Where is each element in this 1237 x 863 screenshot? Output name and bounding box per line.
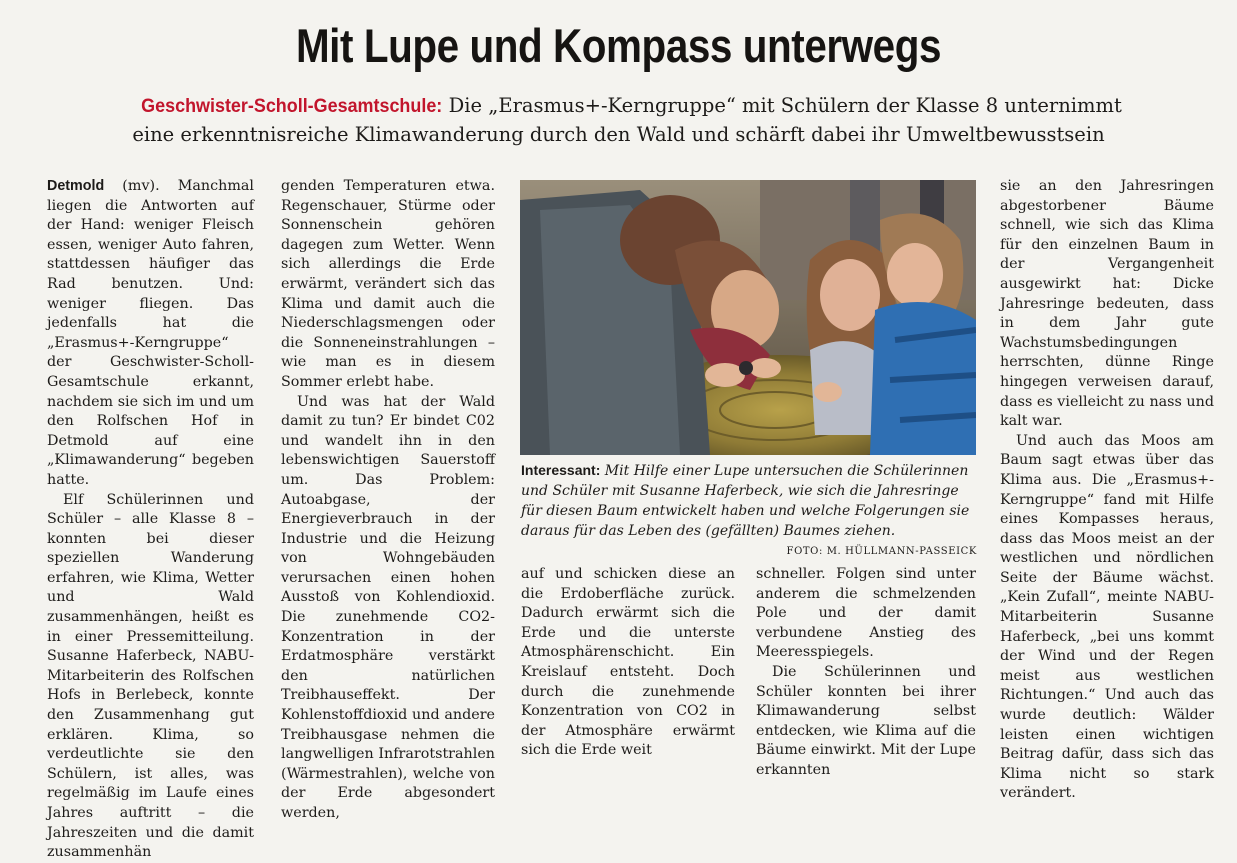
paragraph: Und auch das Moos am Baum sagt etwas über das Klima aus. Die „Erasmus+-Kerngruppe“ fand mit Hilfe eines Kompasses heraus, dass das Moos meist an der westlichen und nördlichen Seite der Bäume wächst. „Kein Zufall“, meinte NABU-Mitarbeiterin Susanne Haferbeck, „bei uns kommt der Wind und der Regen meist aus westlichen Richtungen.“ Und auch das wurde deutlich: Wälder leisten einen wichtigen Beitrag dafür, dass sich das Klima nicht so stark verändert. <box>1000 432 1214 802</box>
headline: Mit Lupe und Kompass unterwegs <box>295 19 942 72</box>
subheadline-line-2: eine erkenntnisreiche Klimawanderung durch den Wald und schärft dabei ihr Umweltbewusstsein <box>132 123 1105 146</box>
photo-caption <box>521 460 977 562</box>
paragraph-text: (mv). Manchmal liegen die Antworten auf der Hand: weniger Fleisch essen, weniger Auto fahren, stattdessen häufiger das Rad benutzen. Und: weniger fliegen. Das jedenfalls hat die „Erasmus+-Kerngruppe“ der Geschwister-Scholl-Gesamtschule erkannt, nachdem sie sich im und um den Rolfschen Hof in Detmold auf eine „Klimawanderung“ begeben hatte. <box>47 178 254 488</box>
caption-label: Interessant: <box>521 462 601 478</box>
subheadline-text-1: Die „Erasmus+-Kerngruppe“ mit Schülern der Klasse 8 unternimmt <box>448 94 1122 117</box>
article-column-1 <box>47 177 254 863</box>
paragraph: Und was hat der Wald damit zu tun? Er bindet C02 und wandelt ihn in den lebenswichtigen Sauerstoff um. Das Problem: Autoabgase, der Energieverbrauch in der Industrie und die Heizung von Wohngebäuden verursachen einen hohen Ausstoß von Kohlendioxid. Die zunehmende CO2-Konzentration in der Erdatmosphäre verstärkt den natürlichen Treibhauseffekt. Der Kohlenstoffdioxid und andere Treibhausgase nehmen die langwelligen Infrarotstrahlen (Wärmestrahlen), welche von der Erde abgesondert werden, <box>281 393 495 821</box>
school-name: Geschwister-Scholl-Gesamtschule: <box>141 95 443 117</box>
paragraph: schneller. Folgen sind unter anderem die schmelzenden Pole und der damit verbundene Anstieg des Meeresspiegels. <box>756 566 976 661</box>
dateline: Detmold <box>47 178 105 194</box>
caption-text: Mit Hilfe einer Lupe untersuchen die Schülerinnen und Schüler mit Susanne Haferbeck, wie sich die Jahresringe für diesen Baum entwickelt haben und welche Folgerungen sie daraus für das Leben des (gefällten) Baumes ziehen. <box>521 463 970 539</box>
photo-credit: FOTO: M. HÜLLMANN-PASSEICK <box>786 546 977 557</box>
paragraph: sie an den Jahresringen abgestorbener Bäume schnell, wie sich das Klima für den einzelnen Baum in der Vergangenheit ausgewirkt hat: Dicke Jahresringe bedeuten, dass in dem Jahr gute Wachstumsbedingungen herrschten, dünne Ringe hingegen verweisen darauf, dass es vielleicht zu nass und kalt war. <box>1000 178 1214 430</box>
article-photo <box>520 180 976 455</box>
paragraph: Elf Schülerinnen und Schüler – alle Klasse 8 – konnten bei dieser speziellen Wanderung erfahren, wie Klima, Wetter und Wald zusammenhängen, heißt es in einer Pressemitteilung. Susanne Haferbeck, NABU-Mitarbeiterin des Rolfschen Hofs in Berlebeck, konnte den Zusammenhang gut erklären. Klima, so verdeutlichte sie den Schülern, ist alles, was regelmäßig im Laufe eines Jahres auftritt – die Jahreszeiten und die damit zusammenhän <box>47 491 254 861</box>
paragraph <box>47 177 254 491</box>
article-column-4 <box>756 565 976 781</box>
paragraph: Die Schülerinnen und Schüler konnten bei ihrer Klimawanderung selbst entdecken, wie Klima auf die Bäume einwirkt. Mit der Lupe erkannten <box>756 663 976 778</box>
paragraph: auf und schicken diese an die Erdoberfläche zurück. Dadurch erwärmt sich die Erde und die unterste Atmosphärenschicht. Ein Kreislauf entsteht. Doch durch die zunehmende Konzentration von CO2 in der Atmosphäre erwärmt sich die Erde weit <box>521 566 735 759</box>
paragraph: genden Temperaturen etwa. Regenschauer, Stürme oder Sonnenschein gehören dagegen zum Wetter. Wenn sich allerdings die Erde erwärmt, verändert sich das Klima und damit auch die Niederschlagsmengen oder die Sonneneinstrahlungen – wie man es in diesem Sommer erlebt habe. <box>281 178 495 390</box>
subheadline-line-1 <box>0 94 1237 118</box>
article-column-2 <box>281 177 495 824</box>
photo-illustration <box>520 180 976 455</box>
article-column-5 <box>1000 177 1214 804</box>
article-column-3 <box>521 565 735 761</box>
